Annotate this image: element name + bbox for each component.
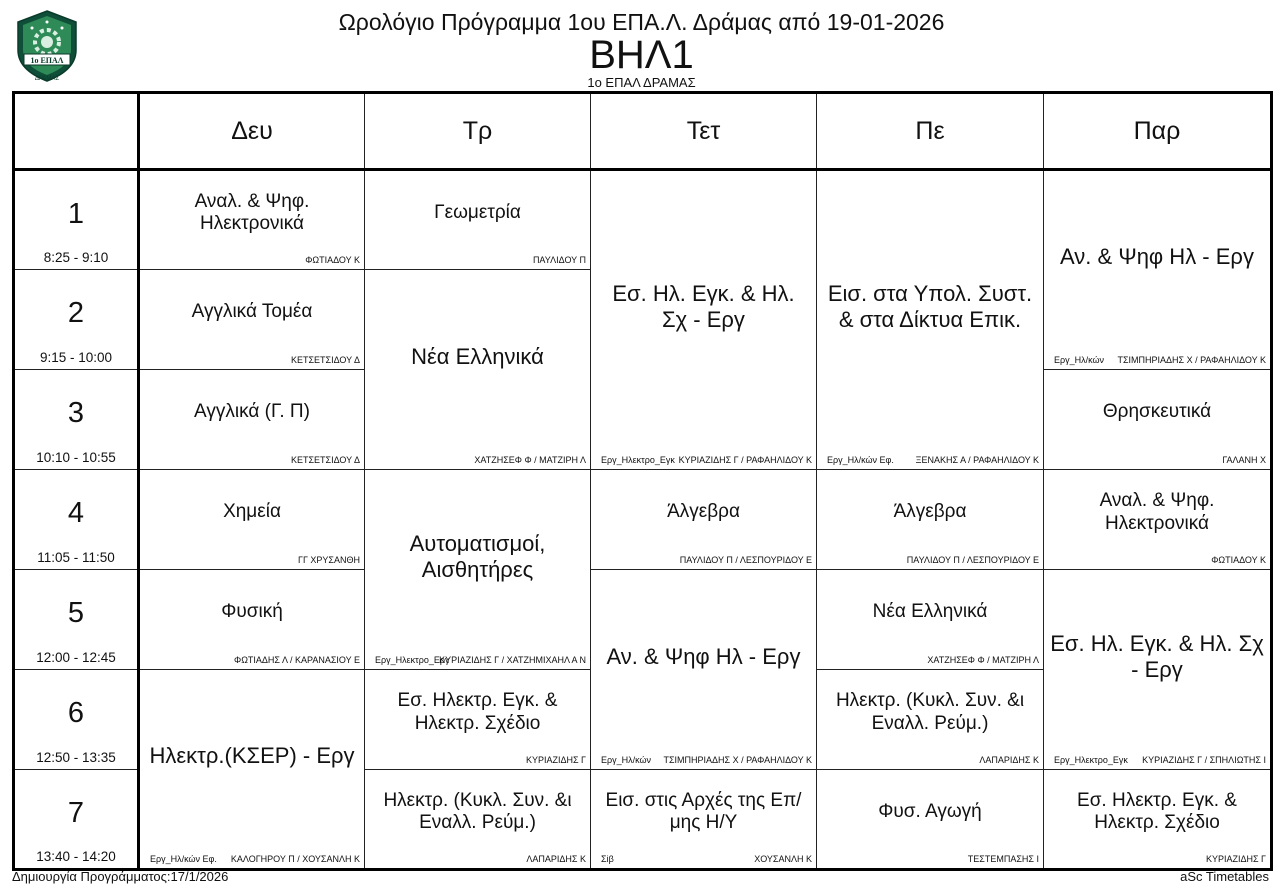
lesson-teacher: ΤΣΙΜΠΗΡΙΑΔΗΣ Χ / ΡΑΦΑΗΛΙΔΟΥ Κ: [663, 755, 812, 765]
period-time: 10:10 - 10:55: [36, 450, 116, 465]
lesson-subject: Ηλεκτρ.(ΚΣΕΡ) - Εργ: [149, 743, 355, 769]
period-time: 13:40 - 14:20: [36, 849, 116, 864]
lesson-cell[interactable]: [1044, 570, 1272, 770]
day-header-thu: Πε: [817, 93, 1044, 170]
period-number: 1: [67, 198, 85, 230]
lesson-cell[interactable]: [591, 770, 817, 870]
period-number: 5: [67, 597, 85, 629]
period-cell: [14, 670, 139, 770]
lesson-subject: Χημεία: [223, 501, 281, 523]
period-cell: [14, 570, 139, 670]
lesson-subject: Εισ. στις Αρχές της Επ/μης Η/Υ: [605, 789, 802, 833]
lesson-cell[interactable]: [365, 670, 591, 770]
timetable: [12, 91, 1273, 871]
lesson-cell[interactable]: [365, 770, 591, 870]
svg-text:ΔΡΑΜΑΣ: ΔΡΑΜΑΣ: [34, 76, 60, 82]
period-time: 12:50 - 13:35: [36, 750, 116, 765]
day-header-mon: Δευ: [139, 93, 365, 170]
lesson-teacher: ΦΩΤΙΑΔΗΣ Λ / ΚΑΡΑΝΑΣΙΟΥ Ε: [234, 655, 360, 665]
lesson-teacher: ΞΕΝΑΚΗΣ Α / ΡΑΦΑΗΛΙΔΟΥ Κ: [915, 455, 1039, 465]
lesson-cell[interactable]: [139, 270, 365, 370]
period-number: 3: [67, 397, 85, 429]
lesson-cell[interactable]: [365, 170, 591, 270]
lesson-cell[interactable]: [817, 770, 1044, 870]
school-name: 1ο ΕΠΑΛ ΔΡΑΜΑΣ: [587, 75, 696, 90]
lesson-subject: Άλγεβρα: [893, 501, 967, 523]
lesson-subject: Αυτοματισμοί, Αισθητήρες: [409, 530, 546, 582]
lesson-cell[interactable]: [817, 670, 1044, 770]
lesson-subject: Ηλεκτρ. (Κυκλ. Συν. &ι Εναλλ. Ρεύμ.): [835, 690, 1025, 734]
class-name: ΒΗΛ1: [589, 33, 694, 77]
period-time: 8:25 - 9:10: [43, 250, 109, 265]
lesson-teacher: ΚΥΡΙΑΖΙΔΗΣ Γ / ΧΑΤΖΗΜΙΧΑΗΛ Α Ν: [439, 655, 586, 665]
lesson-subject: Νέα Ελληνικά: [872, 601, 988, 623]
lesson-subject: Εσ. Ηλεκτρ. Εγκ. & Ηλεκτρ. Σχέδιο: [1077, 789, 1237, 833]
day-header-row: [14, 93, 1272, 170]
period-cell: [14, 270, 139, 370]
lesson-cell[interactable]: [139, 170, 365, 270]
lesson-teacher: ΚΕΤΣΕΤΣΙΔΟΥ Δ: [290, 455, 360, 465]
period-row: [14, 570, 1272, 670]
lesson-cell[interactable]: [365, 270, 591, 470]
lesson-cell[interactable]: [591, 170, 817, 470]
lesson-room: Εργ_Ηλ/κών Εφ.: [827, 455, 894, 465]
svg-text:1ο ΕΠΑΛ: 1ο ΕΠΑΛ: [30, 56, 64, 65]
lesson-cell[interactable]: [139, 370, 365, 470]
lesson-subject: Άλγεβρα: [667, 501, 740, 523]
lesson-teacher: ΤΕΣΤΕΜΠΑΣΗΣ Ι: [967, 854, 1039, 864]
lesson-teacher: ΠΑΥΛΙΔΟΥ Π / ΛΕΣΠΟΥΡΙΔΟΥ Ε: [906, 555, 1039, 565]
lesson-subject: Εσ. Ηλ. Εγκ. & Ηλ. Σχ - Εργ: [1050, 630, 1264, 682]
lesson-subject: Φυσ. Αγωγή: [878, 800, 982, 822]
lesson-cell[interactable]: [1044, 170, 1272, 370]
lesson-cell[interactable]: [1044, 470, 1272, 570]
lesson-cell[interactable]: [817, 470, 1044, 570]
lesson-cell[interactable]: [139, 670, 365, 870]
lesson-cell[interactable]: [591, 470, 817, 570]
period-cell: [14, 170, 139, 270]
lesson-subject: Αν. & Ψηφ Ηλ - Εργ: [606, 643, 801, 669]
lesson-teacher: ΧΟΥΣΑΝΛΗ Κ: [754, 854, 812, 864]
period-cell: [14, 370, 139, 470]
period-number: 6: [67, 697, 85, 729]
lesson-room: Εργ_Ηλεκτρο_Εγκ: [601, 455, 675, 465]
lesson-cell[interactable]: [591, 570, 817, 770]
lesson-room: Εργ_Ηλ/κών Εφ.: [150, 854, 217, 864]
period-time: 11:05 - 11:50: [37, 550, 115, 565]
lesson-subject: Θρησκευτικά: [1102, 401, 1212, 423]
lesson-subject: Αγγλικά Τομέα: [191, 301, 313, 323]
generator-credit: aSc Timetables: [1180, 869, 1269, 884]
lesson-teacher: ΤΣΙΜΠΗΡΙΑΔΗΣ Χ / ΡΑΦΑΗΛΙΔΟΥ Κ: [1117, 355, 1266, 365]
lesson-teacher: ΚΥΡΙΑΖΙΔΗΣ Γ: [525, 755, 586, 765]
lesson-cell[interactable]: [1044, 370, 1272, 470]
lesson-subject: Φυσική: [221, 601, 283, 623]
day-header-tue: Τρ: [365, 93, 591, 170]
lesson-cell[interactable]: [1044, 770, 1272, 870]
lesson-subject: Εισ. στα Υπολ. Συστ. & στα Δίκτυα Επικ.: [827, 281, 1033, 332]
lesson-subject: Αν. & Ψηφ Ηλ - Εργ: [1060, 244, 1254, 270]
lesson-room: Εργ_Ηλ/κών: [601, 755, 652, 765]
period-number: 2: [67, 297, 85, 329]
lesson-room: Εργ_Ηλεκτρο_Εργ: [375, 655, 450, 665]
page-title: Ωρολόγιο Πρόγραμμα 1ου ΕΠΑ.Λ. Δράμας από 19-01-2026: [338, 9, 945, 35]
lesson-subject: Ηλεκτρ. (Κυκλ. Συν. &ι Εναλλ. Ρεύμ.): [383, 789, 572, 833]
corner-cell: [14, 93, 139, 170]
lesson-teacher: ΠΑΥΛΙΔΟΥ Π: [532, 255, 586, 265]
lesson-teacher: ΧΑΤΖΗΣΕΦ Φ / ΜΑΤΖΙΡΗ Λ: [927, 655, 1039, 665]
lesson-teacher: ΛΑΠΑΡΙΔΗΣ Κ: [979, 755, 1039, 765]
period-row: [14, 470, 1272, 570]
lesson-teacher: ΚΥΡΙΑΖΙΔΗΣ Γ / ΡΑΦΑΗΛΙΔΟΥ Κ: [678, 455, 812, 465]
lesson-teacher: ΦΩΤΙΑΔΟΥ Κ: [1211, 555, 1266, 565]
lesson-subject: Εσ. Ηλεκτρ. Εγκ. & Ηλεκτρ. Σχέδιο: [397, 690, 558, 734]
lesson-teacher: ΚΥΡΙΑΖΙΔΗΣ Γ: [1205, 854, 1266, 864]
lesson-subject: Αναλ. & Ψηφ. Ηλεκτρονικά: [194, 190, 310, 234]
lesson-teacher: ΓΑΛΑΝΗ Χ: [1222, 455, 1266, 465]
lesson-subject: Εσ. Ηλ. Εγκ. & Ηλ. Σχ - Εργ: [612, 281, 795, 332]
period-number: 7: [67, 797, 85, 829]
period-row: [14, 170, 1272, 270]
lesson-teacher: ΛΑΠΑΡΙΔΗΣ Κ: [526, 854, 586, 864]
lesson-teacher: ΓΓ ΧΡΥΣΑΝΘΗ: [298, 555, 360, 565]
lesson-subject: Γεωμετρία: [434, 201, 521, 223]
lesson-cell[interactable]: [817, 170, 1044, 470]
lesson-teacher: ΚΑΛΟΓΗΡΟΥ Π / ΧΟΥΣΑΝΛΗ Κ: [230, 854, 360, 864]
period-number: 4: [67, 497, 85, 529]
lesson-teacher: ΦΩΤΙΑΔΟΥ Κ: [305, 255, 360, 265]
created-date: Δημιουργία Προγράμματος:17/1/2026: [12, 869, 229, 884]
lesson-room: Εργ_Ηλ/κών: [1054, 355, 1105, 365]
period-time: 9:15 - 10:00: [39, 350, 113, 365]
lesson-teacher: ΚΥΡΙΑΖΙΔΗΣ Γ / ΣΠΗΛΙΩΤΗΣ Ι: [1142, 755, 1266, 765]
day-header-wed: Τετ: [591, 93, 817, 170]
lesson-cell[interactable]: [817, 570, 1044, 670]
period-cell: [14, 470, 139, 570]
lesson-cell[interactable]: [365, 470, 591, 670]
period-cell: [14, 770, 139, 870]
lesson-subject: Αγγλικά (Γ. Π): [194, 401, 310, 423]
period-time: 12:00 - 12:45: [36, 650, 116, 665]
lesson-cell[interactable]: [139, 570, 365, 670]
lesson-cell[interactable]: [139, 470, 365, 570]
lesson-subject: Νέα Ελληνικά: [411, 343, 544, 369]
lesson-teacher: ΠΑΥΛΙΔΟΥ Π / ΛΕΣΠΟΥΡΙΔΟΥ Ε: [679, 555, 812, 565]
lesson-subject: Αναλ. & Ψηφ. Ηλεκτρονικά: [1099, 490, 1215, 534]
day-header-fri: Παρ: [1044, 93, 1272, 170]
lesson-room: Εργ_Ηλεκτρο_Εγκ: [1054, 755, 1128, 765]
lesson-teacher: ΧΑΤΖΗΣΕΦ Φ / ΜΑΤΖΙΡΗ Λ: [474, 455, 586, 465]
lesson-teacher: ΚΕΤΣΕΤΣΙΔΟΥ Δ: [290, 355, 360, 365]
lesson-room: Σiβ: [601, 854, 614, 864]
